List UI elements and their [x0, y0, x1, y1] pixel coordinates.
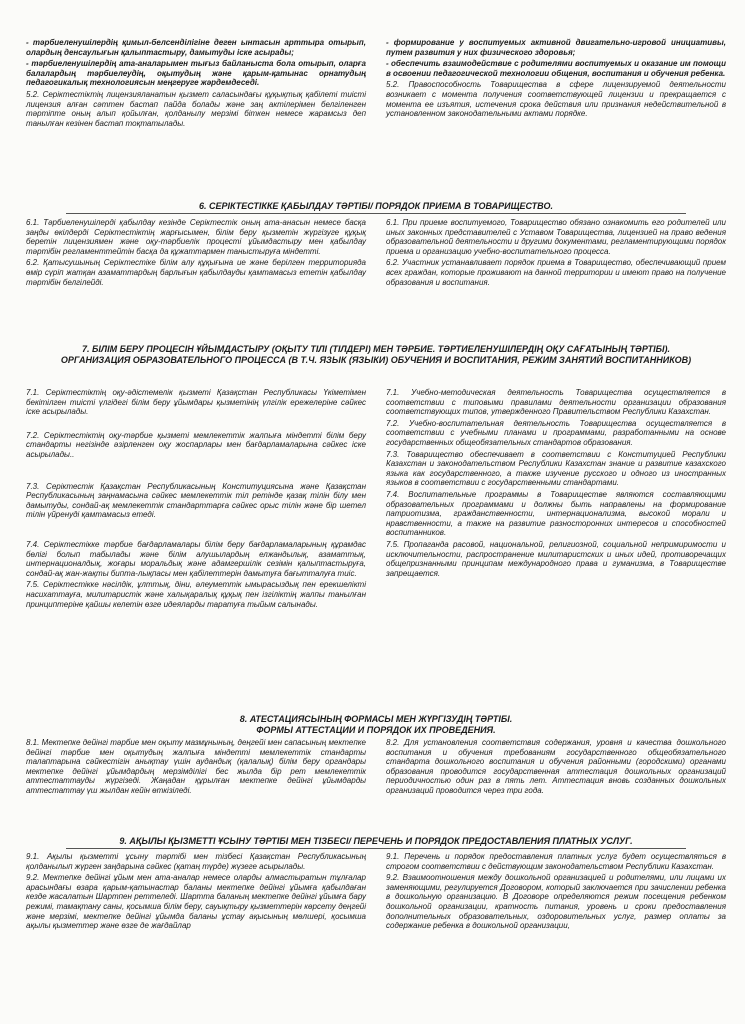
paragraph: 9.2. Взаимоотношения между дошкольной организацией и родителями, или лицами их заменяющими, регулируется Договором, который заключается при зачислении ребенка в дошкольную организацию. В Договоре определяются режим посещения ребенком дошкольной организации, кратность питания, уровень и сроки предоставления дополнительных образовательных, оздоровительных услуг, размер оплаты за содержание ребенка в дошкольной организации,	[386, 873, 726, 931]
heading-text-russian: ОРГАНИЗАЦИЯ ОБРАЗОВАТЕЛЬНОГО ПРОЦЕССА (В Т.Ч. ЯЗЫК (ЯЗЫКИ) ОБУЧЕНИЯ И ВОСПИТАНИЯ, РЕЖИМ ЗАНЯТИЙ ВОСПИТАННИКОВ)	[60, 355, 692, 365]
section-5-columns	[26, 38, 726, 130]
paragraph: - тәрбиеленушілердің қимыл-белсенділігіне деген ынтасын арттыра отырып, олардың денсаулығын қалыптастыру, дамытуды іске асырады;	[26, 38, 366, 57]
paragraph: 7.1. Учебно-методическая деятельность Товарищества осуществляется в соответствии с типовыми правилами деятельности организации образования соответствующих типов, утвержденного Правительством Республики Казахстан.	[386, 388, 726, 417]
paragraph: 6.2. Қатысушының Серіктестіке білім алу құқығына ие және берілген территорияда өмір сүріп жатқан азаматтардың барлығын қабылдауды қамтамасыз ететін қабылдау тәртібін белгілейді.	[26, 258, 366, 287]
section-8-heading	[26, 714, 726, 736]
section-6-kazakh-column	[26, 218, 366, 289]
paragraph: 7.4. Серіктестікке тәрбие бағдарламалары білім беру бағдарламаларының құрамдас бөлігі болып табылады және білім алушылардың елжандылық, азаматтық, интернационалдық, жоғары моральдық және адамгершілік сезімін қалыптастыруға, сондай-ақ жан-жақты бипта-лықпасы мен қабілеттерін дамытуға бағытталуға тиіс.	[26, 539, 366, 578]
paragraph: 7.4. Воспитательные программы в Товариществе являются составляющими образовательных программами и должны быть направлены на формирование патриотизма, гражданственности, интернационализма, высокой морали и нравственности, а также на развитие разносторонних интересов и способностей воспитанников.	[386, 489, 726, 538]
paragraph: 5.2. Серіктестіктің лицензияланатын қызмет саласындағы құқықтық қабілеті тиісті лицензия алған сәттен бастап пайда болады және заң актілерімен белгіленген тәртіпте оның алып қойылған, қолданылу мерзімі біткен немесе жарамсыз деп танылған кезінен бастап тоқтатылады.	[26, 89, 366, 128]
paragraph: 7.3. Серіктестік Қазақстан Республикасының Конституциясына және Қазақстан Республикасының заңнамасына сәйкес мемлекеттік тіл ретінде қазақ тілін білу мен дамытуды, сондай-ақ мемлекеттік стандарттарға сәйкес орыс тілін және бір шетел тілін үйренуді қамтамасыз етеді.	[26, 481, 366, 520]
paragraph: 7.5. Пропаганда расовой, национальной, религиозной, социальной непримиримости и исключительности, распространение милитаристских и иных идей, противоречащих общепризнанными принципам международного права и гуманизма, в Товариществе запрещается.	[386, 539, 726, 578]
paragraph: 8.1. Мектепке дейінгі тәрбие мен оқыту мазмұнының, деңгейі мен сапасының мектепке дейінгі тәрбие мен оқытудың жалпыға міндетті мемлекеттік стандарты талаптарына сәйкестігін анықтау үшін аудандық (қалалық) білім беру органдары мектепке дейінгі ұйымдардың мерзімділігі бес жылда бір рет мемлекеттік аттестаттауды жүргізеді. Жаңадан құрылған мектепке дейінгі ұйымдарды аттестаттау үш жылдан кейін өткізіледі.	[26, 738, 366, 795]
paragraph: 6.2. Участник устанавливает порядок приема в Товарищество, обеспечивающий прием всех граждан, которые проживают на данной территории и имеют право на получение образования и воспитания.	[386, 258, 726, 287]
paragraph: 7.1. Серіктестіктің оқу-әдістемелік қызметі Қазақстан Республикасы Үкіметімен бекітілген тиісті үлгідегі білім беру ұйымдары қызметінің үлгілік ережелеріне сәйкес іске асырылады.	[26, 388, 366, 417]
paragraph: 6.1. Тәрбиеленушілерді қабылдау кезінде Серіктестік оның ата-анасын немесе басқа заңды өкілдерді Серіктестіктің жарғысымен, білім беру қызметін жүргізуге құқық беретін лицензиямен және оқу-тәрбиелік процесті ұйымдастыру мен қабылдау тәртібін регламенттейтін басқа да құжаттармен таныстыруға міндетті.	[26, 218, 366, 256]
paragraph: 9.2. Мектепке дейінгі ұйым мен ата-аналар немесе оларды алмастыратын тұлғалар арасындағы өзара қарым-қатынастар баланы мектепке дейінгі ұйымға қабылдаған кезде жасалатын Шартпен реттеледі. Шартта баланың мектепке дейінгі ұйымға бару режимі, тамақтану саны, қосымша білім беру, сауықтыру қызметтерін көрсету деңгейі және мерзімі, мектепке дейінгі ұйымда баланы ұстау ақысының мөлшері, қосымша ақылы қызметтер және өзге де жағдайлар	[26, 873, 366, 931]
heading-text-kazakh: 7. БІЛІМ БЕРУ ПРОЦЕСІН ҰЙЫМДАСТЫРУ (ОҚЫТУ ТІЛІ (ТІЛДЕРІ) МЕН ТӘРБИЕ. ТӘРТИЕЛЕНУШІЛЕРДІҢ ОҚУ САҒАТЫНЫҢ ТӘРТІБІ).	[82, 344, 670, 354]
section-9-columns	[26, 852, 726, 933]
section-9-kazakh-column	[26, 852, 366, 933]
section-6-heading	[26, 201, 726, 214]
section-6-russian-column	[386, 218, 726, 289]
paragraph: 7.2. Учебно-воспитательная деятельность Товарищества осуществляется в соответствии с учебными планами и программами, разработанными на основе государственных общеобязательных стандартов образования.	[386, 418, 726, 447]
section-5-russian-column	[386, 38, 726, 130]
section-9-russian-column	[386, 852, 726, 933]
paragraph: 8.2. Для установления соответствия содержания, уровня и качества дошкольного воспитания и обучения требованиям государственного общеобязательного стандарта дошкольного воспитания и обучения районными (городскими) органами образования проводится государственная аттестация дошкольных организаций периодичностью один раз в пять лет. Аттестация вновь созданных дошкольных организаций проводится через три года.	[386, 738, 726, 795]
paragraph: - тәрбиеленушілердің ата-аналарымен тығыз байланыста бола отырып, оларға балалардың тәрбиелеудің, оқытудың және қарым-қатынас орнатудың педагогикалық технологиясын меңгеруге жәрдемдеседі.	[26, 59, 366, 88]
section-5-kazakh-column	[26, 38, 366, 130]
paragraph: 9.1. Ақылы қызметті ұсыну тәртібі мен тізбесі Қазақстан Республикасының қолданылып жүрген заңдарына сәйкес (қатаң түрде) жүзеге асырылады.	[26, 852, 366, 871]
divider	[66, 213, 686, 214]
paragraph: 7.5. Серіктестікке нәсілдік, ұлттық, діни, әлеуметтік ымырасыздық пен ерекшелікті насихаттауға, милитаристік және халықаралық құқық пен ізгіліктің жалпы танылған принциптеріне қайшы келетін өзге идеяларды таратуға тыйым салынады.	[26, 580, 366, 609]
paragraph: 7.3. Товарищество обеспечивает в соответствии с Конституцией Республики Казахстан и законодательством Республики Казахстан знание и развитие казахского языка как государственного, а также изучение русского и одного из иностранных языков в соответствии с государственными стандартами.	[386, 449, 726, 488]
paragraph: 9.1. Перечень и порядок предоставления платных услуг будет осуществляться в строгом соответствии с действующим законодательством Республики Казахстан.	[386, 852, 726, 871]
section-6-columns	[26, 218, 726, 289]
section-8-columns	[26, 738, 726, 798]
paragraph: 7.2. Серіктестіктің оқу-тәрбие қызметі мемлекеттік жалпыға міндетті білім беру стандарты негізінде әзірленген оқу жоспарлары мен бағдарламаларына сәйкес іске асырылады..	[26, 430, 366, 459]
heading-text-kazakh: 8. АТЕСТАЦИЯСЫНЫҢ ФОРМАСЫ МЕН ЖҮРГІЗУДІҢ ТӘРТІБІ.	[239, 714, 513, 724]
section-7-columns	[26, 388, 726, 611]
divider	[66, 848, 686, 849]
section-9-heading	[26, 836, 726, 849]
section-7-heading	[26, 344, 726, 366]
heading-text: 9. АҚЫЛЫ ҚЫЗМЕТТІ ҰСЫНУ ТӘРТІБІ МЕН ТІЗБЕСІ/ ПЕРЕЧЕНЬ И ПОРЯДОК ПРЕДОСТАВЛЕНИЯ ПЛАТНЫХ УСЛУГ.	[119, 836, 633, 846]
heading-text-russian: ФОРМЫ АТТЕСТАЦИИ И ПОРЯДОК ИХ ПРОВЕДЕНИЯ.	[256, 725, 496, 735]
heading-text: 6. СЕРІКТЕСТІККЕ ҚАБЫЛДАУ ТӘРТІБІ/ ПОРЯДОК ПРИЕМА В ТОВАРИЩЕСТВО.	[199, 201, 553, 211]
section-8-russian-column	[386, 738, 726, 798]
paragraph: - формирование у воспитуемых активной двигательно-игровой инициативы, путем развития у них физического здоровья;	[386, 38, 726, 57]
section-7-kazakh-column	[26, 388, 366, 611]
paragraph: 5.2. Правоспособность Товарищества в сфере лицензируемой деятельности возникает с момента получения соответствующей лицензии и прекращается с момента ее изъятия, истечения срока действия или признания недействительной в установленном законодательными актами порядке.	[386, 80, 726, 119]
paragraph: 6.1. При приеме воспитуемого, Товарищество обязано ознакомить его родителей или иных законных представителей с Уставом Товарищества, лицензией на право ведения образовательной деятельности и другими документами, регламентирующими порядок приема и организацию учебно-воспитательного процесса.	[386, 218, 726, 256]
paragraph: - обеспечить взаимодействие с родителями воспитуемых и оказание им помощи в освоении педагогической технологии общения, воспитания и обучения ребенка.	[386, 59, 726, 78]
section-8-kazakh-column	[26, 738, 366, 798]
section-7-russian-column	[386, 388, 726, 611]
